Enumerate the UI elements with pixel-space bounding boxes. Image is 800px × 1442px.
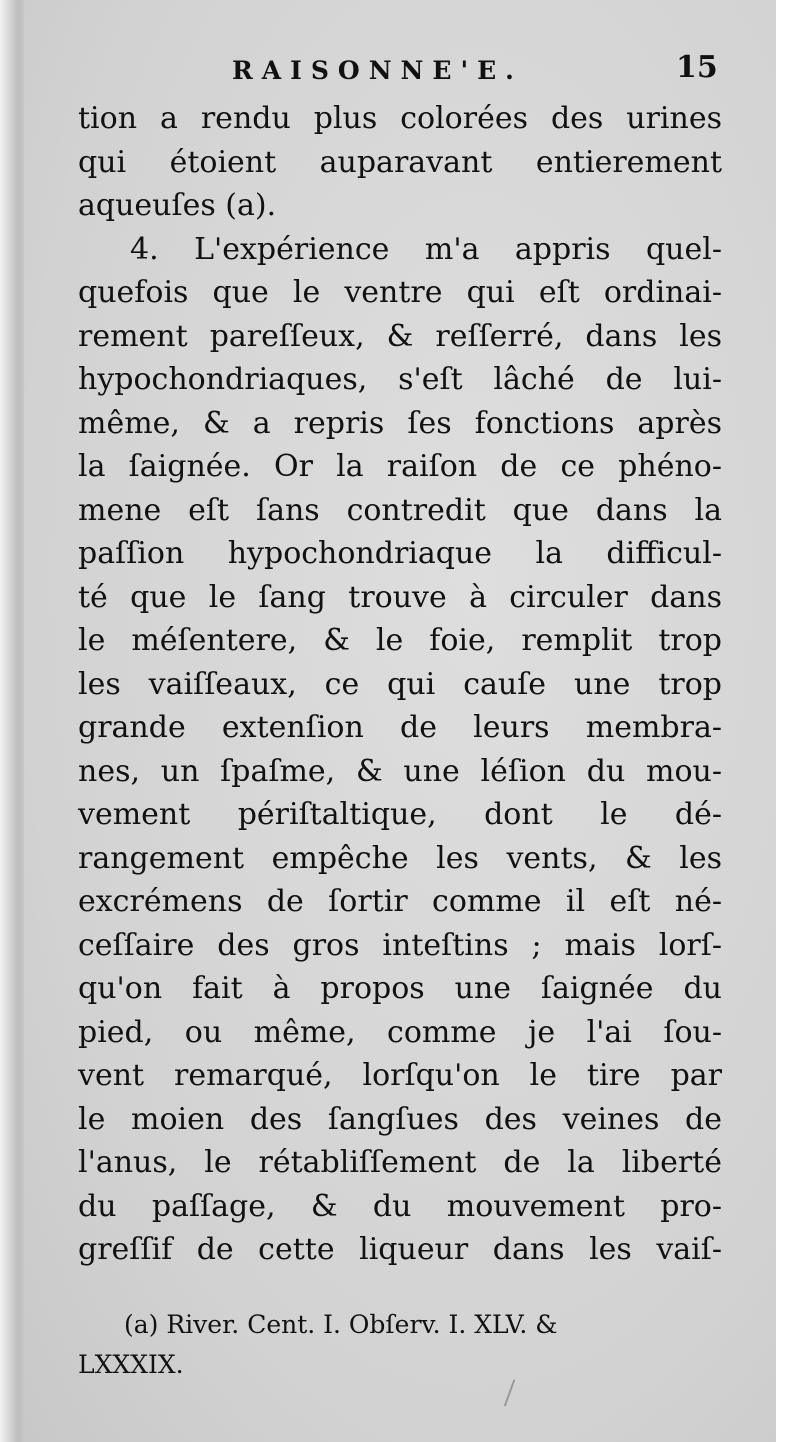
text-line: même, & a repris ſes fonctions après bbox=[78, 405, 722, 441]
running-head: RAISONNE'E. bbox=[232, 56, 523, 85]
text-line: tion a rendu plus colorées des urines bbox=[78, 101, 722, 136]
footnote bbox=[78, 1305, 738, 1385]
page-number: 15 bbox=[676, 50, 718, 85]
text-line: ceſſaire des gros inteſtins ; mais lorſ- bbox=[78, 927, 722, 963]
text-line: l'anus, le rétabliſſement de la liberté bbox=[78, 1145, 722, 1180]
text-line: les vaiſſeaux, ce qui cauſe une trop bbox=[78, 666, 722, 702]
text-line: qui étoient auparavant entierement bbox=[78, 144, 722, 180]
text-line: la ſaignée. Or la raiſon de ce phéno- bbox=[78, 449, 722, 484]
text-line: paſſion hypochondriaque la difficul- bbox=[78, 536, 722, 571]
text-line: hypochondriaques, s'eſt lâché de lui- bbox=[78, 362, 722, 397]
text-line: le moien des ſangſues des veines de bbox=[78, 1101, 722, 1137]
text-line: greſſif de cette liqueur dans les vaiſ- bbox=[78, 1232, 722, 1267]
body-text bbox=[78, 97, 722, 1272]
text-line: qu'on fait à propos une ſaignée du bbox=[78, 971, 722, 1006]
text-line: mene eſt ſans contredit que dans la bbox=[78, 492, 722, 528]
text-line: vent remarqué, lorſqu'on le tire par bbox=[78, 1058, 722, 1093]
paragraph-4-start: 4. L'expérience m'a appris quel- bbox=[130, 231, 722, 267]
text-line: quefois que le ventre qui eſt ordinai- bbox=[78, 275, 722, 310]
text-line: aqueuſes (a). bbox=[78, 188, 277, 223]
text-line: excrémens de ſortir comme il eſt né- bbox=[78, 884, 722, 919]
text-line: le méſentere, & le foie, remplit trop bbox=[78, 623, 722, 658]
text-line: rement pareſſeux, & reſſerré, dans les bbox=[78, 318, 722, 354]
text-line: vement périſtaltique, dont le dé- bbox=[78, 797, 722, 832]
text-line: grande extenſion de leurs membra- bbox=[78, 710, 722, 745]
text-line: pied, ou même, comme je l'ai ſou- bbox=[78, 1014, 722, 1050]
footnote-line: LXXXIX. bbox=[78, 1350, 184, 1379]
text-line: té que le ſang trouve à circuler dans bbox=[78, 579, 722, 615]
text-line: du paſſage, & du mouvement pro- bbox=[78, 1188, 722, 1224]
footnote-line: (a) River. Cent. I. Obſerv. I. XLV. & bbox=[124, 1310, 558, 1339]
text-line: rangement empêche les vents, & les bbox=[78, 840, 722, 876]
text-line: nes, un ſpaſme, & une léſion du mou- bbox=[78, 753, 722, 789]
